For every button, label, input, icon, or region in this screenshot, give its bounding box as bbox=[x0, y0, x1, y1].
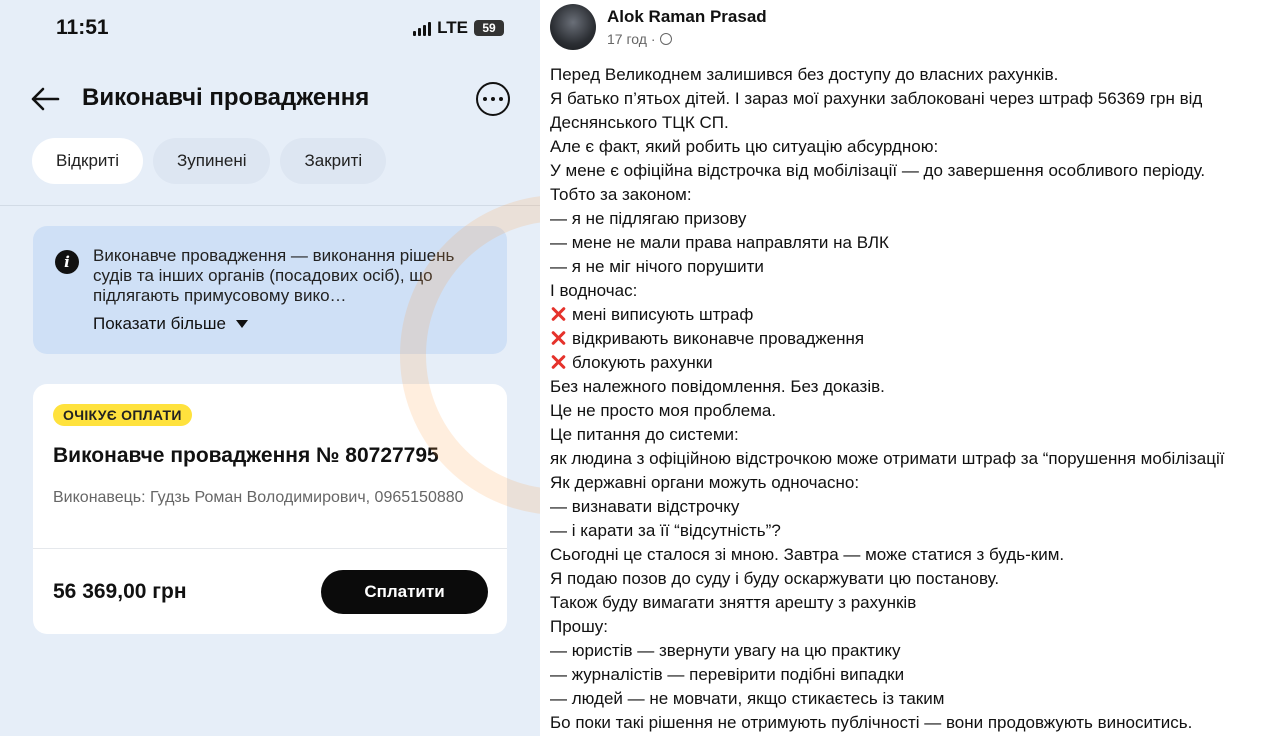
info-text: Виконавче провадження — виконання рішень судів та інших органів (посадових осіб), що підлягають примусовому вико… bbox=[93, 246, 455, 305]
post-meta bbox=[607, 31, 672, 47]
post-text: І водночас: bbox=[550, 281, 638, 300]
post-time[interactable]: 17 год bbox=[607, 31, 647, 47]
post-text-line bbox=[550, 591, 1280, 615]
post-text-line bbox=[550, 711, 1280, 735]
post-text: — журналістів — перевірити подібні випадки bbox=[550, 665, 905, 684]
case-executor: Виконавець: Гудзь Роман Володимирович, 0965150880 bbox=[53, 489, 464, 506]
post-text-line bbox=[550, 639, 1280, 663]
post-text-line bbox=[550, 207, 1280, 231]
post-text: Я батько п’ятьох дітей. І зараз мої рахунки заблоковані через штраф 56369 грн від bbox=[550, 89, 1203, 108]
signal-icon bbox=[413, 20, 431, 36]
post-text-line bbox=[550, 351, 1280, 375]
page-title: Виконавчі провадження bbox=[82, 84, 370, 111]
post-text-line bbox=[550, 159, 1280, 183]
post-text-line bbox=[550, 303, 1280, 327]
case-title: Виконавче провадження № 80727795 bbox=[53, 444, 439, 467]
cross-mark-icon bbox=[550, 306, 566, 322]
post-text: — я не міг нічого порушити bbox=[550, 257, 764, 276]
show-more-link[interactable] bbox=[93, 314, 248, 334]
post-text-line bbox=[550, 231, 1280, 255]
header-divider bbox=[0, 205, 540, 206]
app-header bbox=[0, 76, 540, 124]
post-text-line bbox=[550, 63, 1280, 87]
cross-mark-icon bbox=[550, 330, 566, 346]
post-text-line bbox=[550, 567, 1280, 591]
show-more-label: Показати більше bbox=[93, 314, 227, 333]
post-text-line bbox=[550, 687, 1280, 711]
post-text: Це питання до системи: bbox=[550, 425, 739, 444]
post-text: — визнавати відстрочку bbox=[550, 497, 740, 516]
social-post bbox=[540, 0, 1280, 736]
post-text: відкривають виконавче провадження bbox=[572, 329, 865, 348]
info-icon: i bbox=[55, 250, 79, 274]
post-text-line bbox=[550, 471, 1280, 495]
post-text-line bbox=[550, 447, 1280, 471]
avatar[interactable] bbox=[550, 4, 596, 50]
tab-bar bbox=[32, 138, 386, 184]
globe-icon bbox=[660, 33, 672, 45]
status-bar bbox=[0, 0, 540, 60]
post-text: Але є факт, який робить цю ситуацію абсурдною: bbox=[550, 137, 939, 156]
post-text-line bbox=[550, 615, 1280, 639]
battery-icon: 59 bbox=[474, 20, 504, 36]
post-text-line bbox=[550, 375, 1280, 399]
more-options-icon[interactable] bbox=[476, 82, 510, 116]
post-text: Сьогодні це сталося зі мною. Завтра — може статися з будь-ким. bbox=[550, 545, 1065, 564]
post-text: — юристів — звернути увагу на цю практику bbox=[550, 641, 901, 660]
phone-screen bbox=[0, 0, 540, 736]
post-text: Прошу: bbox=[550, 617, 608, 636]
post-text: блокують рахунки bbox=[572, 353, 713, 372]
post-text: — я не підлягаю призову bbox=[550, 209, 747, 228]
tab-open[interactable]: Відкриті bbox=[32, 138, 143, 184]
post-text-line bbox=[550, 423, 1280, 447]
post-author[interactable]: Alok Raman Prasad bbox=[607, 7, 767, 26]
post-text-line bbox=[550, 111, 1280, 135]
post-text-line bbox=[550, 543, 1280, 567]
post-text-line bbox=[550, 183, 1280, 207]
post-text: — мене не мали права направляти на ВЛК bbox=[550, 233, 889, 252]
post-text: Деснянського ТЦК СП. bbox=[550, 113, 729, 132]
post-text-line bbox=[550, 87, 1280, 111]
post-text-line bbox=[550, 255, 1280, 279]
post-text: Без належного повідомлення. Без доказів. bbox=[550, 377, 885, 396]
status-time: 11:51 bbox=[56, 16, 109, 39]
post-text-line bbox=[550, 519, 1280, 543]
post-text: Як державні органи можуть одночасно: bbox=[550, 473, 860, 492]
tab-closed[interactable]: Закриті bbox=[280, 138, 386, 184]
meta-separator: · bbox=[650, 31, 656, 47]
cross-mark-icon bbox=[550, 354, 566, 370]
post-text: У мене є офіційна відстрочка від мобілізації — до завершення особливого періоду. bbox=[550, 161, 1206, 180]
post-text-line bbox=[550, 495, 1280, 519]
post-text: — людей — не мовчати, якщо стикаєтесь із таким bbox=[550, 689, 945, 708]
info-card bbox=[33, 226, 507, 354]
post-text-line bbox=[550, 663, 1280, 687]
post-text-line bbox=[550, 279, 1280, 303]
post-text-line bbox=[550, 399, 1280, 423]
network-label: LTE bbox=[437, 18, 468, 37]
post-text-line bbox=[550, 327, 1280, 351]
status-badge: ОЧІКУЄ ОПЛАТИ bbox=[53, 404, 192, 426]
case-divider bbox=[33, 548, 507, 549]
post-text: Перед Великоднем залишився без доступу до власних рахунків. bbox=[550, 65, 1059, 84]
post-text: Тобто за законом: bbox=[550, 185, 692, 204]
post-text: Це не просто моя проблема. bbox=[550, 401, 777, 420]
post-body bbox=[550, 63, 1280, 735]
post-text: Я подаю позов до суду і буду оскаржувати цю постанову. bbox=[550, 569, 1000, 588]
post-text: мені виписують штраф bbox=[572, 305, 754, 324]
back-arrow-icon[interactable] bbox=[30, 86, 60, 112]
caret-down-icon bbox=[236, 320, 248, 328]
case-amount: 56 369,00 грн bbox=[53, 580, 187, 603]
pay-button[interactable]: Сплатити bbox=[321, 570, 488, 614]
post-text: Бо поки такі рішення не отримують публічності — вони продовжують виноситись. bbox=[550, 713, 1193, 732]
post-text: — і карати за її “відсутність”? bbox=[550, 521, 781, 540]
enforcement-case-card[interactable] bbox=[33, 384, 507, 634]
post-text: Також буду вимагати зняття арешту з рахунків bbox=[550, 593, 917, 612]
status-indicators bbox=[413, 18, 504, 38]
tab-suspended[interactable]: Зупинені bbox=[153, 138, 270, 184]
post-text-line bbox=[550, 135, 1280, 159]
post-text: як людина з офіційною відстрочкою може отримати штраф за “порушення мобілізації bbox=[550, 449, 1225, 468]
